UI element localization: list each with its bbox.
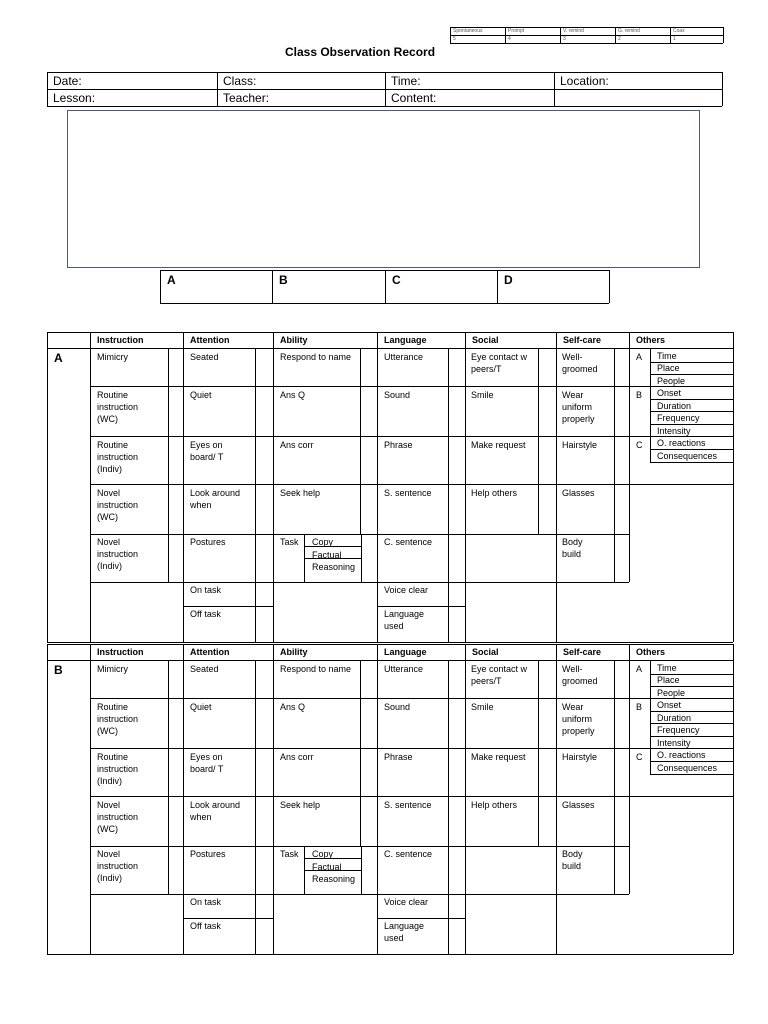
language-item: C. sentence <box>384 537 433 547</box>
info-label[interactable]: Class: <box>223 74 257 88</box>
instruction-item: Novel instruction (Indiv) <box>97 537 139 571</box>
language-item: Phrase <box>384 752 413 762</box>
grid-line <box>650 774 733 775</box>
column-header: Social <box>472 335 499 345</box>
attention-item: Postures <box>190 537 226 547</box>
others-item: Frequency <box>657 725 700 735</box>
section-label: A <box>54 351 63 365</box>
grid-line <box>90 796 629 797</box>
grid-line <box>629 484 733 485</box>
section-left <box>47 332 48 642</box>
group-box-label[interactable]: D <box>504 273 513 287</box>
others-letter: C <box>636 752 643 762</box>
attention-item: Seated <box>190 664 219 674</box>
grid-line <box>556 332 557 642</box>
language-item: S. sentence <box>384 800 432 810</box>
column-header: Others <box>636 647 666 657</box>
legend-score: 4 <box>508 36 511 42</box>
legend-score: 2 <box>618 36 621 42</box>
column-header: Language <box>384 647 427 657</box>
task-item: Reasoning <box>312 562 356 572</box>
social-item: Help others <box>471 488 518 498</box>
instruction-item: Novel instruction (Indiv) <box>97 849 139 883</box>
selfcare-item: Body build <box>562 537 583 559</box>
others-item: Frequency <box>657 413 700 423</box>
group-box-label[interactable]: B <box>279 273 288 287</box>
instruction-item: Routine instruction (Indiv) <box>97 752 139 786</box>
attention-item: Seated <box>190 352 219 362</box>
others-letter: C <box>636 440 643 450</box>
others-item: Place <box>657 675 680 685</box>
grid-line <box>304 894 361 895</box>
grid-line <box>629 748 650 749</box>
section-left <box>47 644 48 954</box>
language-item: Utterance <box>384 664 424 674</box>
grid-line <box>377 644 378 954</box>
grid-line <box>538 348 539 534</box>
info-label[interactable]: Teacher: <box>223 91 270 105</box>
instruction-item: Novel instruction (WC) <box>97 800 139 834</box>
column-header: Ability <box>280 335 308 345</box>
column-header: Self-care <box>563 647 602 657</box>
grid-line <box>361 534 362 582</box>
grid-line <box>304 582 361 583</box>
info-label[interactable]: Time: <box>391 74 421 88</box>
others-item: O. reactions <box>657 750 706 760</box>
grid-line <box>448 660 449 954</box>
instruction-item: Routine instruction (WC) <box>97 702 139 736</box>
social-item: Make request <box>471 440 526 450</box>
task-item: Reasoning <box>312 874 356 884</box>
info-label[interactable]: Location: <box>560 74 609 88</box>
others-item: Duration <box>657 401 692 411</box>
ability-item: Seek help <box>280 800 321 810</box>
selfcare-item: Glasses <box>562 800 595 810</box>
grid-line <box>361 846 362 894</box>
selfcare-item: Body build <box>562 849 583 871</box>
legend-label: Coax <box>673 28 685 34</box>
column-header: Social <box>472 647 499 657</box>
group-border <box>609 270 610 303</box>
grid-line <box>629 796 733 797</box>
ability-item: Ans corr <box>280 752 314 762</box>
info-border <box>385 72 386 106</box>
selfcare-item: Well- groomed <box>562 664 598 686</box>
others-item: People <box>657 688 686 698</box>
column-header: Attention <box>190 335 230 345</box>
header-bottom <box>47 348 733 349</box>
selfcare-item: Well- groomed <box>562 352 598 374</box>
column-header: Instruction <box>97 647 144 657</box>
attention-item: Quiet <box>190 390 212 400</box>
task-item: Copy <box>312 849 334 859</box>
others-letter: B <box>636 702 643 712</box>
social-item: Help others <box>471 800 518 810</box>
grid-line <box>650 348 651 462</box>
grid-line <box>538 660 539 846</box>
ability-item: Ans corr <box>280 440 314 450</box>
others-item: Consequences <box>657 763 718 773</box>
grid-line <box>90 484 629 485</box>
section-top <box>47 332 733 333</box>
info-label[interactable]: Content: <box>391 91 437 105</box>
group-border <box>272 270 273 303</box>
grid-line <box>377 918 465 919</box>
ability-item: Ans Q <box>280 702 306 712</box>
legend-label: G. remind <box>618 28 640 34</box>
grid-line <box>614 348 615 582</box>
language-item: Sound <box>384 390 411 400</box>
grid-line <box>629 698 650 699</box>
grid-line <box>448 348 449 642</box>
grid-line <box>255 660 256 954</box>
grid-line <box>465 332 466 642</box>
info-border <box>722 72 723 106</box>
others-letter: A <box>636 664 643 674</box>
selfcare-item: Glasses <box>562 488 595 498</box>
section-label: B <box>54 663 63 677</box>
grid-line <box>183 332 184 642</box>
social-item: Make request <box>471 752 526 762</box>
others-item: Consequences <box>657 451 718 461</box>
instruction-item: Routine instruction (WC) <box>97 390 139 424</box>
info-label[interactable]: Date: <box>53 74 82 88</box>
grid-line <box>360 348 361 534</box>
attention-item: Postures <box>190 849 226 859</box>
grid-line <box>465 644 466 954</box>
legend-label: Prompt <box>508 28 525 34</box>
selfcare-item: Wear uniform properly <box>562 702 595 736</box>
section-bottom <box>47 954 733 955</box>
others-item: O. reactions <box>657 438 706 448</box>
column-header: Instruction <box>97 335 144 345</box>
attention-item: Off task <box>190 921 221 931</box>
language-item: S. sentence <box>384 488 432 498</box>
others-letter: A <box>636 352 643 362</box>
grid-line <box>377 606 465 607</box>
others-item: Intensity <box>657 738 691 748</box>
legend-label: V. remind <box>563 28 584 34</box>
group-box-label[interactable]: C <box>392 273 401 287</box>
ability-item: Ans Q <box>280 390 306 400</box>
language-item: Sound <box>384 702 411 712</box>
section-bottom <box>47 642 733 643</box>
task-item: Factual <box>312 549 342 560</box>
legend-score: 5 <box>453 36 456 42</box>
selfcare-item: Hairstyle <box>562 440 598 450</box>
grid-line <box>168 660 169 894</box>
section-right <box>733 644 734 954</box>
others-item: Intensity <box>657 426 691 436</box>
grid-line <box>273 644 274 954</box>
language-item: Voice clear <box>384 585 429 595</box>
section-top <box>47 644 733 645</box>
column-header: Self-care <box>563 335 602 345</box>
language-item: Language used <box>384 921 425 943</box>
grid-line <box>650 462 733 463</box>
language-item: Voice clear <box>384 897 429 907</box>
grid-line <box>273 332 274 642</box>
header-bottom <box>47 660 733 661</box>
instruction-item: Mimicry <box>97 352 128 362</box>
grid-line <box>90 698 629 699</box>
others-item: People <box>657 376 686 386</box>
others-item: Onset <box>657 700 682 710</box>
info-label[interactable]: Lesson: <box>53 91 96 105</box>
language-item: Language used <box>384 609 425 631</box>
instruction-item: Routine instruction (Indiv) <box>97 440 139 474</box>
grid-line <box>183 606 273 607</box>
column-header: Language <box>384 335 427 345</box>
ability-item: Seek help <box>280 488 321 498</box>
grid-line <box>168 348 169 582</box>
others-item: Time <box>657 663 677 673</box>
column-header: Ability <box>280 647 308 657</box>
notes-area[interactable] <box>67 110 700 268</box>
ability-item: Task <box>280 849 299 859</box>
attention-item: On task <box>190 585 222 595</box>
grid-line <box>360 660 361 846</box>
ability-item: Respond to name <box>280 664 352 674</box>
info-border <box>217 72 218 106</box>
social-item: Eye contact w peers/T <box>471 664 528 686</box>
social-item: Smile <box>471 702 494 712</box>
group-border <box>160 303 609 304</box>
group-border <box>385 270 386 303</box>
social-item: Eye contact w peers/T <box>471 352 528 374</box>
others-item: Time <box>657 351 677 361</box>
grid-line <box>183 918 273 919</box>
legend-border <box>450 43 723 44</box>
ability-item: Respond to name <box>280 352 352 362</box>
selfcare-item: Hairstyle <box>562 752 598 762</box>
grid-line <box>255 348 256 642</box>
social-item: Smile <box>471 390 494 400</box>
others-item: Duration <box>657 713 692 723</box>
others-item: Onset <box>657 388 682 398</box>
group-border <box>160 270 161 303</box>
grid-line <box>90 436 629 437</box>
grid-line <box>629 644 630 894</box>
attention-item: Off task <box>190 609 221 619</box>
grid-line <box>556 644 557 954</box>
grid-line <box>629 332 630 582</box>
grid-line <box>90 748 629 749</box>
grid-line <box>629 436 650 437</box>
legend-label: Spontaneous <box>453 28 483 34</box>
grid-line <box>90 534 629 535</box>
section-right <box>733 332 734 642</box>
legend-score: 3 <box>563 36 566 42</box>
task-item: Copy <box>312 537 334 547</box>
page-title: Class Observation Record <box>284 45 436 59</box>
info-border <box>47 72 48 106</box>
grid-line <box>90 846 629 847</box>
grid-line <box>90 644 91 954</box>
grid-line <box>614 660 615 894</box>
info-border <box>554 72 555 106</box>
attention-item: Quiet <box>190 702 212 712</box>
attention-item: Look around when <box>190 800 241 822</box>
task-item: Factual <box>312 861 342 872</box>
others-letter: B <box>636 390 643 400</box>
attention-item: Eyes on board/ T <box>190 440 224 462</box>
grid-line <box>650 660 651 774</box>
language-item: C. sentence <box>384 849 433 859</box>
others-item: Place <box>657 363 680 373</box>
ability-item: Task <box>280 537 299 547</box>
column-header: Attention <box>190 647 230 657</box>
grid-line <box>629 386 650 387</box>
instruction-item: Novel instruction (WC) <box>97 488 139 522</box>
grid-line <box>90 386 629 387</box>
group-border <box>497 270 498 303</box>
attention-item: Look around when <box>190 488 241 510</box>
column-header: Others <box>636 335 666 345</box>
language-item: Utterance <box>384 352 424 362</box>
grid-line <box>377 332 378 642</box>
attention-item: On task <box>190 897 222 907</box>
selfcare-item: Wear uniform properly <box>562 390 595 424</box>
grid-line <box>90 332 91 642</box>
attention-item: Eyes on board/ T <box>190 752 224 774</box>
legend-score: 1 <box>673 36 676 42</box>
info-border <box>47 106 722 107</box>
group-box-label[interactable]: A <box>167 273 176 287</box>
grid-line <box>183 644 184 954</box>
language-item: Phrase <box>384 440 413 450</box>
instruction-item: Mimicry <box>97 664 128 674</box>
